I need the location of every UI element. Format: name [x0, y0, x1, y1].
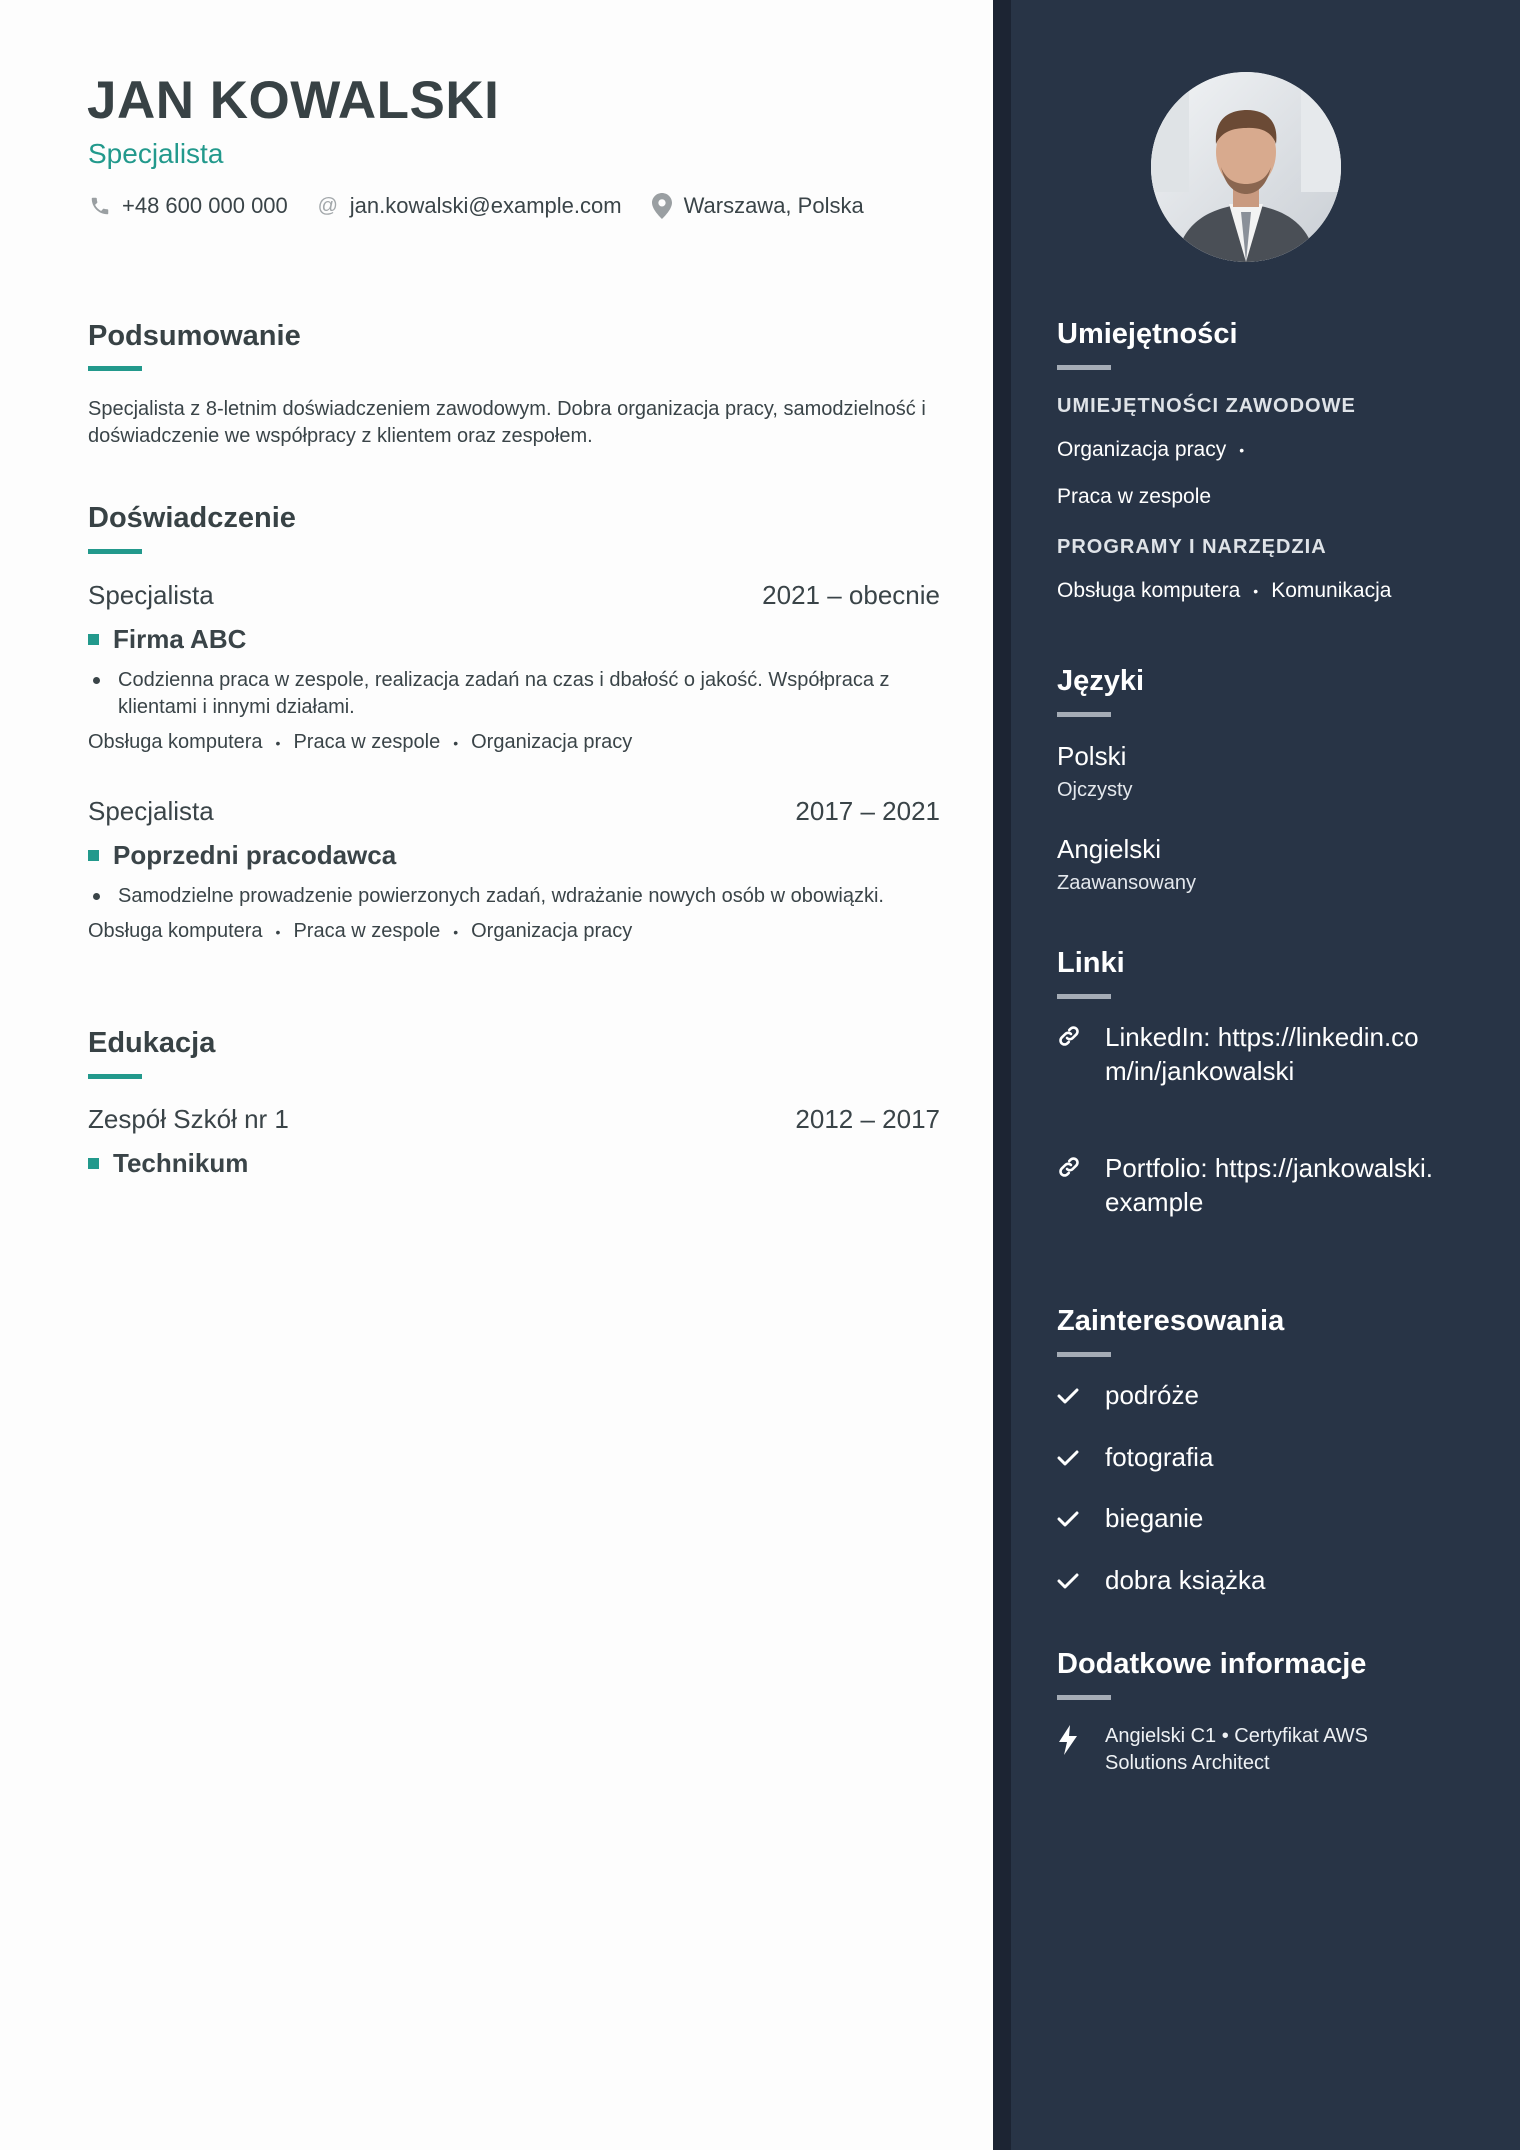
check-icon [1057, 1387, 1083, 1405]
tag: Obsługa komputera [88, 731, 263, 753]
check-icon [1057, 1510, 1083, 1528]
job-bullet [88, 883, 940, 910]
tag: Organizacja pracy [471, 920, 633, 942]
additional-text: Angielski C1 • Certyfikat AWS Solutions Architect [1105, 1725, 1369, 1774]
square-marker-icon [88, 634, 99, 645]
education-degree [88, 1148, 940, 1179]
degree-name: Technikum [113, 1148, 249, 1178]
job-bullet [88, 667, 940, 721]
contact-email [316, 193, 622, 219]
language-name: Polski [1057, 741, 1127, 771]
at-icon: @ [317, 194, 338, 217]
professional-skills-label: UMIEJĘTNOŚCI ZAWODOWE [1057, 395, 1356, 417]
job-entry [88, 580, 940, 754]
languages-title: Języki [1057, 665, 1145, 697]
sidebar-edge [993, 0, 1011, 2150]
interest-item: dobra książka [1057, 1565, 1265, 1596]
additional-item [1057, 1723, 1425, 1777]
phone-text[interactable]: +48 600 000 000 [122, 193, 288, 218]
job-company [88, 624, 940, 655]
link-portfolio[interactable] [1057, 1151, 1457, 1219]
job-tags: Obsługa komputera • Praca w zespole • Organizacja pracy [88, 731, 633, 753]
education-rule [88, 1074, 142, 1079]
interest-item: fotografia [1057, 1442, 1213, 1473]
experience-title: Doświadczenie [88, 502, 296, 534]
languages-rule [1057, 712, 1111, 717]
tag: Praca w zespole [293, 731, 441, 753]
skills-title: Umiejętności [1057, 318, 1238, 350]
tool-item: Obsługa komputera [1057, 579, 1241, 602]
job-position: Specjalista [88, 796, 214, 826]
job-entry [88, 796, 940, 943]
job-dates: 2021 – obecnie [762, 580, 940, 610]
bolt-icon [1057, 1725, 1083, 1777]
skill-row: Organizacja pracy • [1057, 438, 1245, 461]
profile-photo [1151, 72, 1341, 262]
additional-rule [1057, 1695, 1111, 1700]
interest-item: bieganie [1057, 1503, 1203, 1534]
check-icon [1057, 1572, 1083, 1590]
email-text[interactable]: jan.kowalski@example.com [349, 193, 622, 218]
tools-label: PROGRAMY I NARZĘDZIA [1057, 536, 1327, 558]
interest-item: podróże [1057, 1380, 1199, 1411]
skills-rule [1057, 365, 1111, 370]
education-dates: 2012 – 2017 [795, 1104, 940, 1134]
job-position: Specjalista [88, 580, 214, 610]
tag: Praca w zespole [293, 920, 441, 942]
contact-location [650, 193, 864, 219]
skill-row [1057, 485, 1211, 509]
summary-rule [88, 366, 142, 371]
job-dates: 2017 – 2021 [795, 796, 940, 826]
bullet-text: Samodzielne prowadzenie powierzonych zadań, wdrażanie nowych osób w obowiązki. [118, 885, 884, 907]
interests-rule [1057, 1352, 1111, 1357]
job-company [88, 840, 940, 871]
education-title: Edukacja [88, 1027, 216, 1059]
tag: Organizacja pracy [471, 731, 633, 753]
link-linkedin[interactable] [1057, 1020, 1457, 1088]
link-icon [1057, 1155, 1083, 1219]
square-marker-icon [88, 1158, 99, 1169]
bullet-text: Codzienna praca w zespole, realizacja zadań na czas i dbałość o jakość. Współpraca z klientami i innymi działami. [118, 669, 890, 718]
additional-title: Dodatkowe informacje [1057, 1648, 1367, 1680]
education-entry [88, 1104, 940, 1179]
links-rule [1057, 994, 1111, 999]
language-name: Angielski [1057, 834, 1162, 864]
phone-icon [88, 193, 112, 219]
skill-item: Organizacja pracy [1057, 438, 1227, 461]
skill-item: Praca w zespole [1057, 485, 1212, 508]
check-icon [1057, 1449, 1083, 1467]
candidate-role: Specjalista [88, 138, 224, 169]
interests-title: Zainteresowania [1057, 1305, 1285, 1337]
square-marker-icon [88, 850, 99, 861]
job-tags: Obsługa komputera • Praca w zespole • Organizacja pracy [88, 920, 633, 942]
language-level: Zaawansowany [1057, 872, 1196, 894]
bullet-dot-icon [93, 677, 100, 684]
link-text[interactable]: Portfolio: https://jankowalski.example [1105, 1153, 1434, 1217]
contact-phone [88, 193, 288, 219]
location-text: Warszawa, Polska [683, 193, 864, 218]
experience-rule [88, 549, 142, 554]
tools-row: Obsługa komputera • Komunikacja [1057, 579, 1392, 602]
link-icon [1057, 1024, 1083, 1088]
summary-text: Specjalista z 8-letnim doświadczeniem zawodowym. Dobra organizacja pracy, samodzielność i doświadczenie we współpracy z klientem oraz zespołem. [88, 398, 926, 447]
school-name: Zespół Szkół nr 1 [88, 1104, 289, 1134]
company-name: Poprzedni pracodawca [113, 840, 397, 870]
contact-row [88, 193, 892, 219]
summary-title: Podsumowanie [88, 320, 301, 352]
tool-item: Komunikacja [1271, 579, 1392, 602]
tag: Obsługa komputera [88, 920, 263, 942]
language-level: Ojczysty [1057, 779, 1133, 801]
link-text[interactable]: LinkedIn: https://linkedin.com/in/jankowalski [1105, 1022, 1419, 1086]
links-title: Linki [1057, 947, 1125, 979]
company-name: Firma ABC [113, 624, 247, 654]
sidebar [1011, 0, 1520, 2150]
bullet-dot-icon [93, 893, 100, 900]
map-pin-icon [650, 193, 674, 219]
candidate-name: JAN KOWALSKI [87, 71, 500, 130]
